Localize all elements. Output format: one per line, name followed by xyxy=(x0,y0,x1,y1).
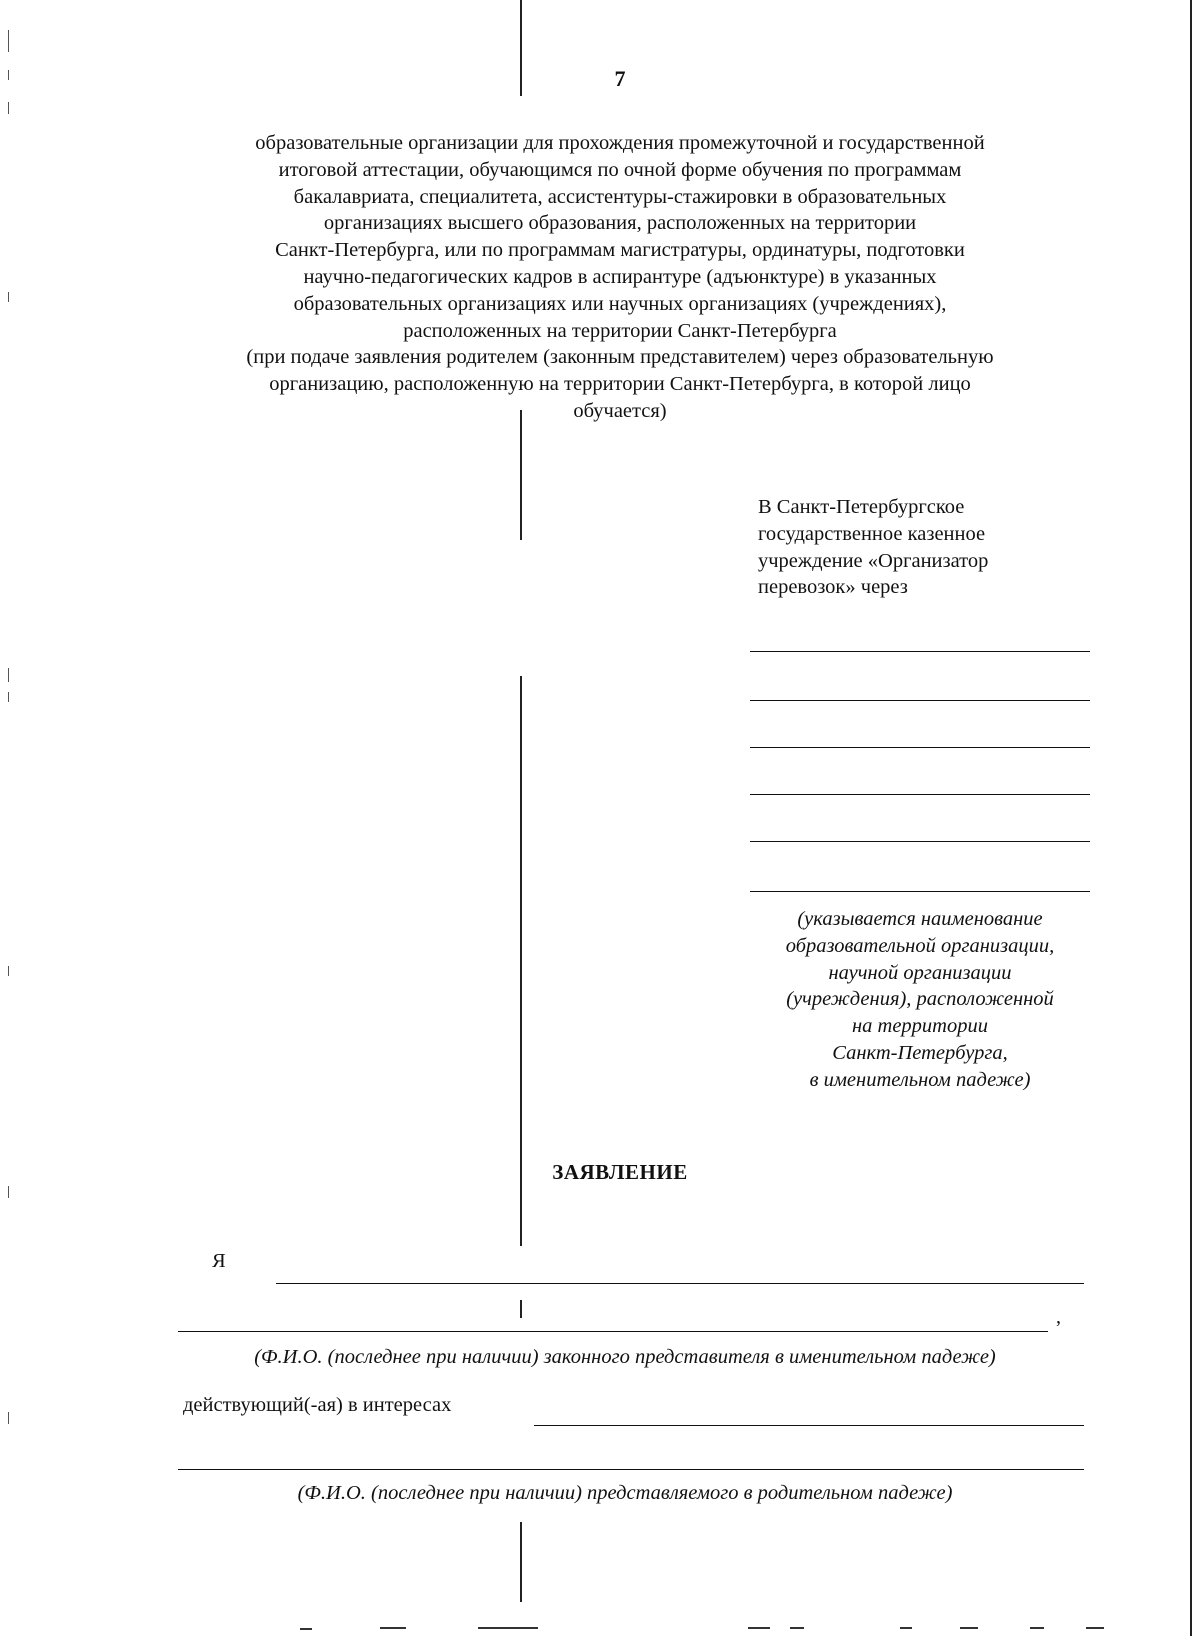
header-line: Санкт-Петербурга, или по программам магистратуры, ординатуры, подготовки xyxy=(275,239,965,262)
scan-edge-mark xyxy=(8,70,9,80)
scan-fold-line xyxy=(520,1300,522,1318)
note-line: научной организации xyxy=(828,961,1012,984)
document-title: ЗАЯВЛЕНИЕ xyxy=(552,1160,688,1184)
note-line: Санкт-Петербурга, xyxy=(832,1041,1008,1064)
header-line: обучается) xyxy=(573,399,667,422)
comma-mark: , xyxy=(1056,1306,1061,1328)
header-line: бакалавриата, специалитета, ассистентуры-стажировки в образовательных xyxy=(293,185,947,208)
header-line: (при подаче заявления родителем (законным представителем) через образовательную xyxy=(246,346,994,369)
page-number: 7 xyxy=(614,66,626,91)
scan-fold-line xyxy=(520,0,522,96)
representative-name-line-1[interactable] xyxy=(276,1283,1084,1284)
scan-bottom-dash xyxy=(960,1627,978,1629)
addressee-line: В Санкт-Петербургское xyxy=(758,496,965,518)
represented-name-line-1[interactable] xyxy=(534,1425,1084,1426)
header-line: образовательные организации для прохождения промежуточной и государственной xyxy=(255,132,985,154)
scan-edge-mark xyxy=(8,692,9,702)
represented-name-line-2[interactable] xyxy=(178,1469,1084,1470)
scan-bottom-dash xyxy=(300,1628,312,1630)
header-line: организациях высшего образования, расположенных на территории xyxy=(323,212,917,235)
note-line: образовательной организации, xyxy=(785,934,1055,957)
scan-edge-mark xyxy=(8,966,9,976)
header-line: расположенных на территории Санкт-Петербурга xyxy=(403,319,837,342)
scan-edge-mark xyxy=(8,30,9,52)
scan-edge-mark xyxy=(8,1186,9,1198)
header-line: образовательных организациях или научных организациях (учреждениях), xyxy=(293,292,947,315)
scan-fold-line xyxy=(520,1522,522,1602)
institution-field-line-5[interactable] xyxy=(750,841,1090,842)
represented-name-caption: (Ф.И.О. (последнее при наличии) представляемого в родительном падеже) xyxy=(297,1482,953,1504)
institution-field-line-1[interactable] xyxy=(750,651,1090,652)
header-line: организацию, расположенную на территории Санкт-Петербурга, в которой лицо xyxy=(269,373,971,396)
representative-name-line-2[interactable] xyxy=(178,1331,1048,1332)
note-line: (учреждения), расположенной xyxy=(786,988,1054,1011)
header-line: итоговой аттестации, обучающимся по очной форме обучения по программам xyxy=(278,158,962,181)
scan-bottom-dash xyxy=(1086,1627,1104,1629)
scan-edge-mark xyxy=(8,1412,9,1424)
institution-field-line-6[interactable] xyxy=(750,891,1090,892)
scan-edge-mark xyxy=(8,292,9,302)
scan-bottom-dash xyxy=(1030,1627,1044,1629)
note-line: в именительном падеже) xyxy=(809,1068,1031,1091)
scan-bottom-dash xyxy=(380,1627,406,1629)
institution-field-line-3[interactable] xyxy=(750,747,1090,748)
addressee-block xyxy=(758,494,1088,601)
pronoun-label: Я xyxy=(212,1250,226,1272)
acting-in-interests-label: действующий(-ая) в интересах xyxy=(183,1394,452,1416)
scan-bottom-dash xyxy=(790,1627,804,1629)
scan-bottom-dash xyxy=(900,1627,912,1629)
institution-field-line-4[interactable] xyxy=(750,794,1090,795)
scan-right-border xyxy=(1190,0,1192,1636)
note-line: (указывается наименование xyxy=(797,908,1043,930)
addressee-line: учреждение «Организатор xyxy=(758,549,989,572)
form-header-text xyxy=(170,130,1070,425)
scan-bottom-dash xyxy=(748,1627,770,1629)
scan-edge-mark xyxy=(8,102,9,114)
header-line: научно-педагогических кадров в аспирантуре (адъюнктуре) в указанных xyxy=(303,265,937,288)
scan-bottom-dash xyxy=(478,1627,538,1629)
addressee-line: государственное казенное xyxy=(758,522,986,545)
scan-fold-line xyxy=(520,410,522,540)
addressee-line: перевозок» через xyxy=(758,576,908,599)
scan-edge-mark xyxy=(8,668,9,682)
representative-name-caption: (Ф.И.О. (последнее при наличии) законного представителя в именительном падеже) xyxy=(254,1346,996,1368)
institution-field-note xyxy=(750,906,1090,1094)
institution-field-line-2[interactable] xyxy=(750,700,1090,701)
note-line: на территории xyxy=(851,1015,988,1038)
